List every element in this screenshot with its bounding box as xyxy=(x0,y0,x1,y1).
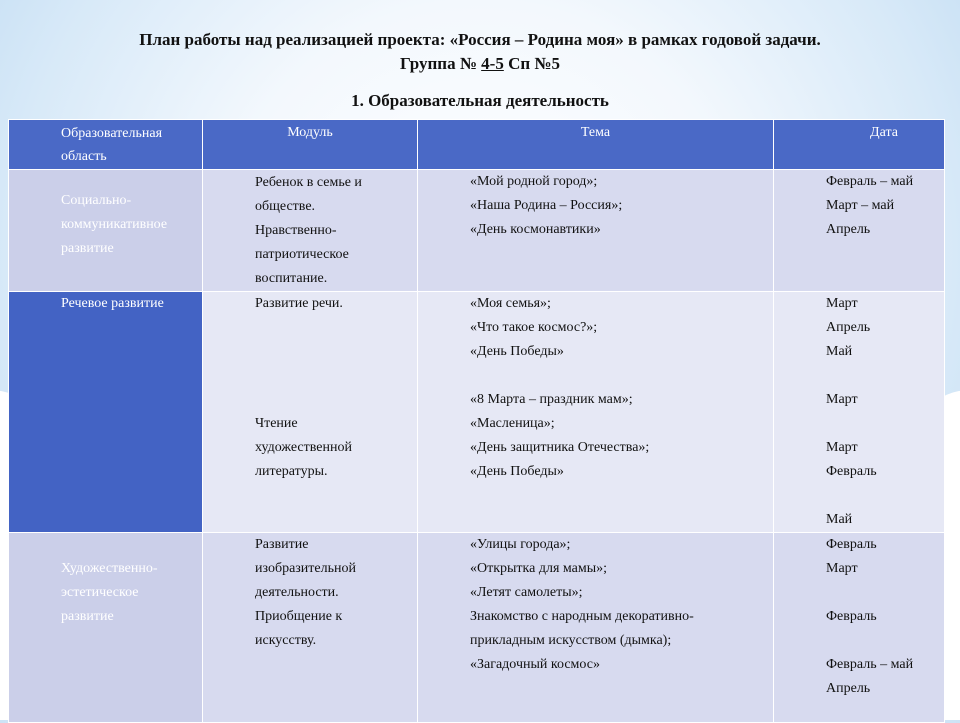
module-cell: Ребенок в семье и обществе. Нравственно- патриотическое воспитание. xyxy=(203,170,418,292)
topic-cell: «Моя семья»; «Что такое космос?»; «День Победы» «8 Марта – праздник мам»; «Масленица»; «День защитника Отечества»; «День Победы» xyxy=(418,292,774,533)
topic-cell: «Улицы города»; «Открытка для мамы»; «Летят самолеты»; Знакомство с народным декоративно- прикладным искусством (дымка); «Загадочный космос» xyxy=(418,533,774,723)
area-cell: Речевое развитие xyxy=(9,292,203,533)
date-cell: Февраль Март Февраль Февраль – май Апрель xyxy=(774,533,945,723)
module-cell: Развитие изобразительной деятельности. Приобщение к искусству. xyxy=(203,533,418,723)
column-header-date: Дата xyxy=(774,120,945,170)
topic-cell: «Мой родной город»; «Наша Родина – Россия»; «День космонавтики» xyxy=(418,170,774,292)
column-header-module: Модуль xyxy=(203,120,418,170)
group-number: 4-5 xyxy=(481,54,504,73)
table-row xyxy=(9,292,945,533)
table-header-row xyxy=(9,120,945,170)
group-prefix: Группа № xyxy=(400,54,482,73)
date-cell: Февраль – май Март – май Апрель xyxy=(774,170,945,292)
module-cell: Развитие речи. Чтение художественной литературы. xyxy=(203,292,418,533)
title-line-1: План работы над реализацией проекта: «Россия – Родина моя» в рамках годовой задачи. xyxy=(139,30,821,49)
date-cell: Март Апрель Май Март Март Февраль Май xyxy=(774,292,945,533)
column-header-topic: Тема xyxy=(418,120,774,170)
page-title xyxy=(0,28,960,76)
area-cell: Художественно- эстетическое развитие xyxy=(9,533,203,723)
title-line-2 xyxy=(0,52,960,76)
section-title: 1. Образовательная деятельность xyxy=(351,91,609,110)
table-row xyxy=(9,170,945,292)
plan-table xyxy=(8,119,945,723)
column-header-area: Образовательная область xyxy=(9,120,203,170)
area-cell: Социально- коммуникативное развитие xyxy=(9,170,203,292)
table-row xyxy=(9,533,945,723)
group-suffix: Сп №5 xyxy=(503,54,560,73)
